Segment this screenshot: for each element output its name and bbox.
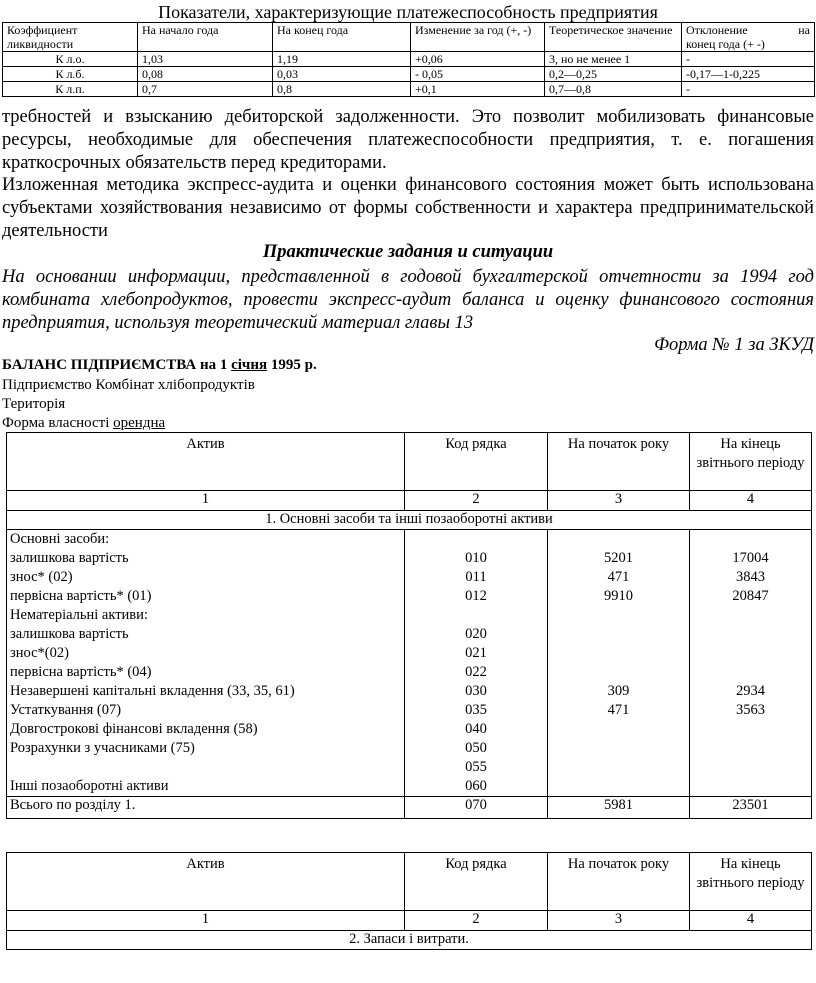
item-label <box>10 758 404 777</box>
item-label: Інші позаоборотні активи <box>10 778 169 794</box>
table-row <box>3 82 815 97</box>
ratio-start: 1,03 <box>138 52 273 67</box>
items-column <box>7 530 405 797</box>
end-value: 2934 <box>736 683 765 699</box>
item-code: 040 <box>465 721 487 737</box>
item-code <box>405 606 547 625</box>
ratio-end: 1,19 <box>273 52 411 67</box>
ratio-change: +0,06 <box>411 52 545 67</box>
header-deviation-on: на <box>798 23 810 37</box>
ratio-change: - 0,05 <box>411 67 545 82</box>
item-code: 010 <box>465 550 487 566</box>
end-value <box>690 625 811 644</box>
start-value: 5201 <box>604 550 633 566</box>
start-value <box>548 739 689 758</box>
item-label: Довгострокові фінансові вкладення (58) <box>10 721 258 737</box>
header-start: На початок року <box>548 853 690 911</box>
item-code: 012 <box>465 588 487 604</box>
end-value <box>690 739 811 758</box>
item-code: 050 <box>465 740 487 756</box>
header-end: На кінець звітнього періоду <box>690 853 812 911</box>
total-end: 23501 <box>690 797 812 819</box>
balance-table-section-2 <box>6 852 812 950</box>
item-label: первісна вартість* (04) <box>10 664 152 680</box>
ratio-theory: 3, но не менее 1 <box>545 52 682 67</box>
header-coef: Коэффициент ликвидности <box>3 23 138 52</box>
liquidity-ratios-table <box>2 22 815 97</box>
item-label: Незавершені капітальні вкладення (33, 35, 61) <box>10 683 295 699</box>
balance-table-section-1 <box>6 432 812 819</box>
ownership-line <box>2 414 165 432</box>
end-value <box>690 530 811 549</box>
start-value <box>548 644 689 663</box>
col-number: 1 <box>7 911 405 931</box>
end-value: 20847 <box>732 588 769 604</box>
col-number: 4 <box>690 491 812 511</box>
item-label: знос* (02) <box>10 569 73 585</box>
section-heading: Практические задания и ситуации <box>262 242 554 262</box>
col-number: 3 <box>548 911 690 931</box>
ratio-deviation: - <box>682 52 815 67</box>
balance-header-row <box>7 433 812 491</box>
balance-title-year: 1995 р. <box>267 357 317 373</box>
item-code: 020 <box>465 626 487 642</box>
ratio-deviation: - <box>682 82 815 97</box>
header-change: Изменение за год (+, -) <box>411 23 545 52</box>
header-deviation <box>682 23 815 52</box>
item-code: 060 <box>465 778 487 794</box>
item-label: залишкова вартість <box>10 550 129 566</box>
item-label: Основні засоби: <box>10 531 110 547</box>
header-code: Код рядка <box>405 433 548 491</box>
start-value: 309 <box>607 683 630 699</box>
header-end: На кінець звітнього періоду <box>690 433 812 491</box>
header-start: На начало года <box>138 23 273 52</box>
table-row <box>3 67 815 82</box>
column-number-row <box>7 911 812 931</box>
ownership-label: Форма власності <box>2 415 114 431</box>
start-value: 471 <box>607 569 630 585</box>
balance-header-row <box>7 853 812 911</box>
item-code: 035 <box>465 702 487 718</box>
ratios-header-row <box>3 23 815 52</box>
table-row <box>3 52 815 67</box>
ratio-change: +0,1 <box>411 82 545 97</box>
section-row <box>7 511 812 530</box>
item-label: Устаткування (07) <box>10 702 122 718</box>
end-value <box>690 663 811 682</box>
enterprise-line: Підприємство Комбінат хлібопродуктів <box>2 377 255 393</box>
start-value <box>548 777 689 796</box>
start-value <box>548 758 689 777</box>
end-values-column <box>690 530 812 797</box>
ratio-start: 0,08 <box>138 67 273 82</box>
header-start: На початок року <box>548 433 690 491</box>
item-code: 030 <box>465 683 487 699</box>
form-reference: Форма № 1 за ЗКУД <box>654 335 814 355</box>
ratio-theory: 0,2—0,25 <box>545 67 682 82</box>
ratio-theory: 0,7—0,8 <box>545 82 682 97</box>
header-end: На конец года <box>273 23 411 52</box>
section-1-title: 1. Основні засоби та інші позаоборотні активи <box>7 511 812 530</box>
end-value <box>690 644 811 663</box>
end-value <box>690 758 811 777</box>
col-number: 3 <box>548 491 690 511</box>
section-row <box>7 931 812 950</box>
end-value: 3563 <box>736 702 765 718</box>
ratio-name: К л.о. <box>3 52 138 67</box>
total-label: Всього по розділу 1. <box>7 797 405 819</box>
header-theory: Теоретическое значение <box>545 23 682 52</box>
start-value <box>548 663 689 682</box>
col-number: 4 <box>690 911 812 931</box>
item-label: первісна вартість* (01) <box>10 588 152 604</box>
balance-title-month: січня <box>231 357 268 373</box>
item-label: залишкова вартість <box>10 626 129 642</box>
item-code: 055 <box>465 759 487 775</box>
item-label: Розрахунки з учасниками (75) <box>10 740 195 756</box>
header-asset: Актив <box>7 853 405 911</box>
balance-items-row <box>7 530 812 797</box>
item-code <box>405 530 547 549</box>
start-value <box>548 606 689 625</box>
start-value: 9910 <box>604 588 633 604</box>
total-row <box>7 797 812 819</box>
start-values-column <box>548 530 690 797</box>
col-number: 2 <box>405 491 548 511</box>
ratio-start: 0,7 <box>138 82 273 97</box>
col-number: 2 <box>405 911 548 931</box>
ratios-table-title: Показатели, характеризующие платежеспособность предприятия <box>158 2 658 22</box>
header-deviation-word: Отклонение <box>686 23 748 37</box>
start-value: 471 <box>607 702 630 718</box>
header-deviation-tail: конец года (+ -) <box>686 37 765 51</box>
item-label: Нематеріальні активи: <box>10 607 148 623</box>
paragraph-method: Изложенная методика экспресс-аудита и оценки финансового состояния может быть использована субъектами хозяйствования независимо от формы собственности и характера предпринимательской деятельности <box>2 175 814 241</box>
balance-title <box>2 357 317 374</box>
col-number: 1 <box>7 491 405 511</box>
ratio-end: 0,03 <box>273 67 411 82</box>
start-value <box>548 530 689 549</box>
start-value <box>548 625 689 644</box>
item-code: 011 <box>465 569 487 585</box>
item-label: знос*(02) <box>10 645 69 661</box>
ownership-value: орендна <box>113 415 166 431</box>
balance-title-part: БАЛАНС ПІДПРИЄМСТВА на 1 <box>2 357 232 373</box>
start-value <box>548 720 689 739</box>
ratio-name: К л.п. <box>3 82 138 97</box>
header-asset: Актив <box>7 433 405 491</box>
paragraph-conclusion: требностей и взысканию дебиторской задолженности. Это позволит мобилизовать финансовые ресурсы, необходимые для обеспечения платежеспособности предприятия, т. е. погашения краткосрочных обязательств перед кредиторами. <box>2 107 814 173</box>
end-value: 3843 <box>736 569 765 585</box>
header-code: Код рядка <box>405 853 548 911</box>
column-number-row <box>7 491 812 511</box>
end-value <box>690 606 811 625</box>
end-value: 17004 <box>732 550 769 566</box>
item-code: 021 <box>465 645 487 661</box>
total-start: 5981 <box>548 797 690 819</box>
end-value <box>690 777 811 796</box>
section-2-title: 2. Запаси і витрати. <box>7 931 812 950</box>
end-value <box>690 720 811 739</box>
territory-line: Територія <box>2 396 66 412</box>
item-code: 022 <box>465 664 487 680</box>
ratio-end: 0,8 <box>273 82 411 97</box>
total-code: 070 <box>405 797 548 819</box>
ratio-deviation: -0,17—1-0,225 <box>682 67 815 82</box>
ratio-name: К л.б. <box>3 67 138 82</box>
task-paragraph: На основании информации, представленной в годовой бухгалтерской отчетности за 1994 год комбината хлебопродуктов, провести экспресс-аудит баланса и оценку финансового состояния предприятия, используя теоретический материал главы 13 <box>2 267 814 333</box>
codes-column <box>405 530 548 797</box>
